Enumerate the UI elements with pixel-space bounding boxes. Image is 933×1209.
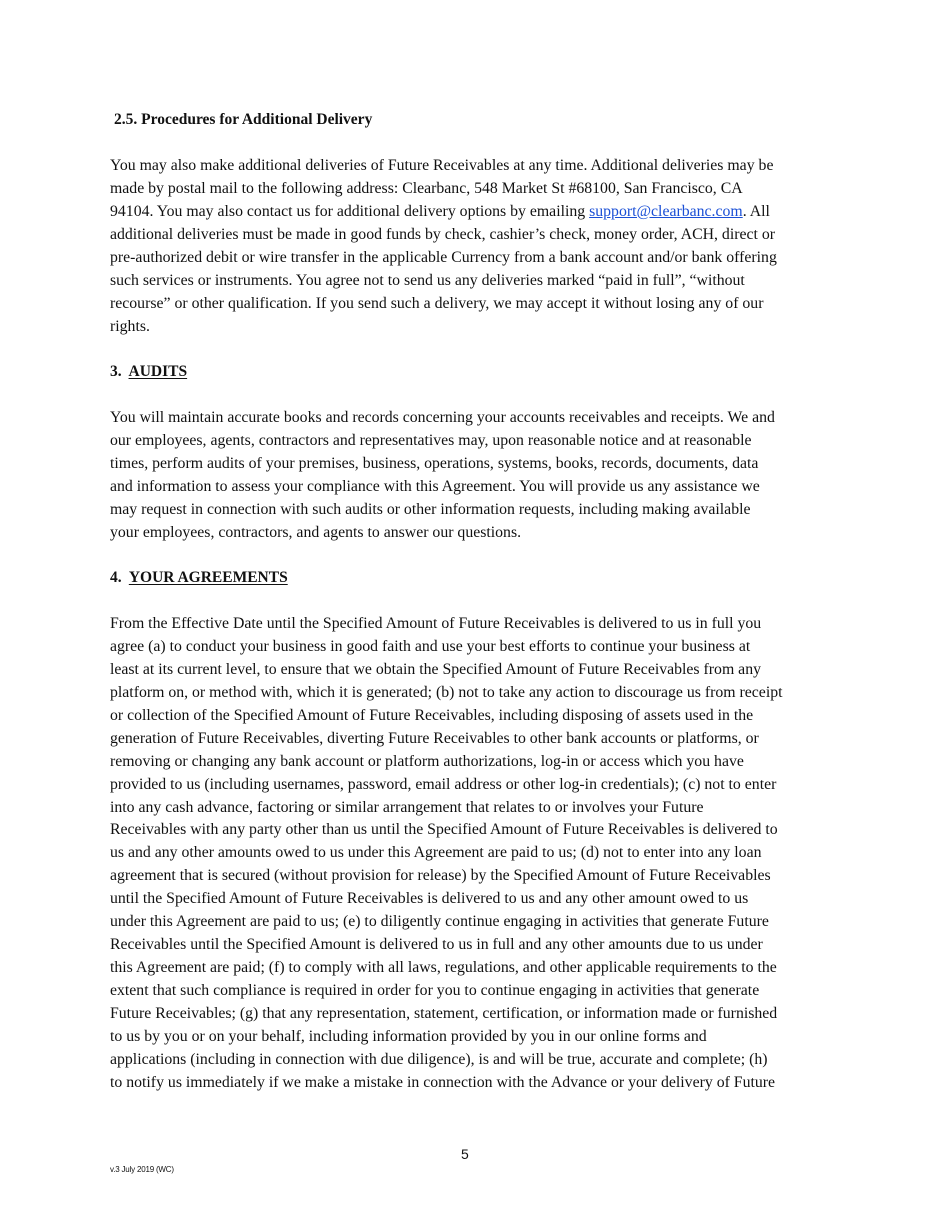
paragraph-line: additional deliveries must be made in good funds by check, cashier’s check, money order, ACH, direct or (110, 225, 775, 243)
paragraph-line: applications (including in connection with due diligence), is and will be true, accurate and complete; (h) (110, 1050, 768, 1068)
paragraph-line: Receivables until the Specified Amount is delivered to us in full and any other amounts due to us under (110, 936, 763, 954)
section-title: YOUR AGREEMENTS (128, 569, 288, 586)
paragraph-line: made by postal mail to the following address: Clearbanc, 548 Market St #68100, San Francisco, CA (110, 179, 743, 197)
paragraph-line: rights. (110, 317, 150, 335)
paragraph-line: to us by you or on your behalf, including information provided by you in our online forms and (110, 1027, 707, 1045)
paragraph-line: into any cash advance, factoring or similar arrangement that relates to or involves your Future (110, 798, 704, 816)
paragraph-line: your employees, contractors, and agents to answer our questions. (110, 523, 522, 541)
paragraph-line: extent that such compliance is required in order for you to continue engaging in activities that generate (110, 982, 760, 999)
paragraph-line: such services or instruments. You agree not to send us any deliveries marked “paid in full”, “without (110, 271, 745, 289)
paragraph-line: agree (a) to conduct your business in good faith and use your best efforts to continue your business at (110, 637, 751, 655)
section-3-heading (110, 363, 187, 381)
paragraph-line: provided to us (including usernames, password, email address or other log-in credentials); (c) not to enter (110, 775, 777, 793)
paragraph-line: may request in connection with such audits or other information requests, including making available (110, 500, 751, 518)
paragraph-line: pre-authorized debit or wire transfer in the applicable Currency from a bank account and/or bank offering (110, 248, 777, 266)
paragraph-line: You may also make additional deliveries of Future Receivables at any time. Additional deliveries may be (110, 157, 774, 174)
version-footer: v.3 July 2019 (WC) (110, 1165, 174, 1174)
section-number: 4. (110, 569, 122, 586)
section-2-5-heading: 2.5. Procedures for Additional Delivery (114, 111, 373, 128)
paragraph-line: until the Specified Amount of Future Receivables is delivered to us and any other amount owed to us (110, 890, 749, 908)
section-2-5-paragraph (110, 155, 830, 339)
paragraph-line: generation of Future Receivables, diverting Future Receivables to other bank accounts or platforms, or (110, 729, 759, 747)
paragraph-line: to notify us immediately if we make a mistake in connection with the Advance or your delivery of Future (110, 1073, 776, 1091)
paragraph-line: our employees, agents, contractors and representatives may, upon reasonable notice and at reasonable (110, 431, 752, 449)
paragraph-line: least at its current level, to ensure that we obtain the Specified Amount of Future Receivables from any (110, 660, 761, 678)
paragraph-line: Future Receivables; (g) that any representation, statement, certification, or information made or furnished (110, 1004, 778, 1022)
line-text: . All (742, 202, 770, 220)
section-4-heading (110, 569, 288, 587)
line-text: 94104. You may also contact us for additional delivery options by emailing (110, 202, 590, 220)
paragraph-line: times, perform audits of your premises, business, operations, systems, books, records, documents, data (110, 454, 759, 472)
section-number: 3. (110, 363, 122, 380)
paragraph-line: this Agreement are paid; (f) to comply with all laws, regulations, and other applicable requirements to the (110, 959, 777, 977)
paragraph-line: removing or changing any bank account or platform authorizations, log-in or access which you have (110, 752, 744, 770)
paragraph-line: Receivables with any party other than us until the Specified Amount of Future Receivables is delivered to (110, 821, 778, 839)
section-4-paragraph (110, 613, 830, 1095)
section-3-paragraph (110, 407, 830, 545)
section-title: AUDITS (128, 363, 188, 380)
paragraph-line: and information to assess your compliance with this Agreement. You will provide us any assistance we (110, 477, 760, 495)
paragraph-line: You will maintain accurate books and records concerning your accounts receivables and receipts. We and (110, 409, 775, 426)
page-number: 5 (461, 1146, 469, 1162)
paragraph-line: under this Agreement are paid to us; (e) to diligently continue engaging in activities that generate Future (110, 913, 769, 931)
paragraph-line: agreement that is secured (without provision for release) by the Specified Amount of Future Receivables (110, 867, 771, 885)
paragraph-line: recourse” or other qualification. If you send such a delivery, we may accept it without losing any of our (110, 294, 764, 312)
paragraph-line: or collection of the Specified Amount of Future Receivables, including disposing of assets used in the (110, 706, 754, 724)
paragraph-line (110, 201, 830, 224)
support-email-link[interactable]: support@clearbanc.com (589, 202, 743, 220)
paragraph-line: us and any other amounts owed to us under this Agreement are paid to us; (d) not to enter into any loan (110, 844, 762, 862)
paragraph-line: platform on, or method with, which it is generated; (b) not to take any action to discourage us from receipt (110, 683, 783, 701)
paragraph-line: From the Effective Date until the Specified Amount of Future Receivables is delivered to us in full you (110, 615, 762, 632)
